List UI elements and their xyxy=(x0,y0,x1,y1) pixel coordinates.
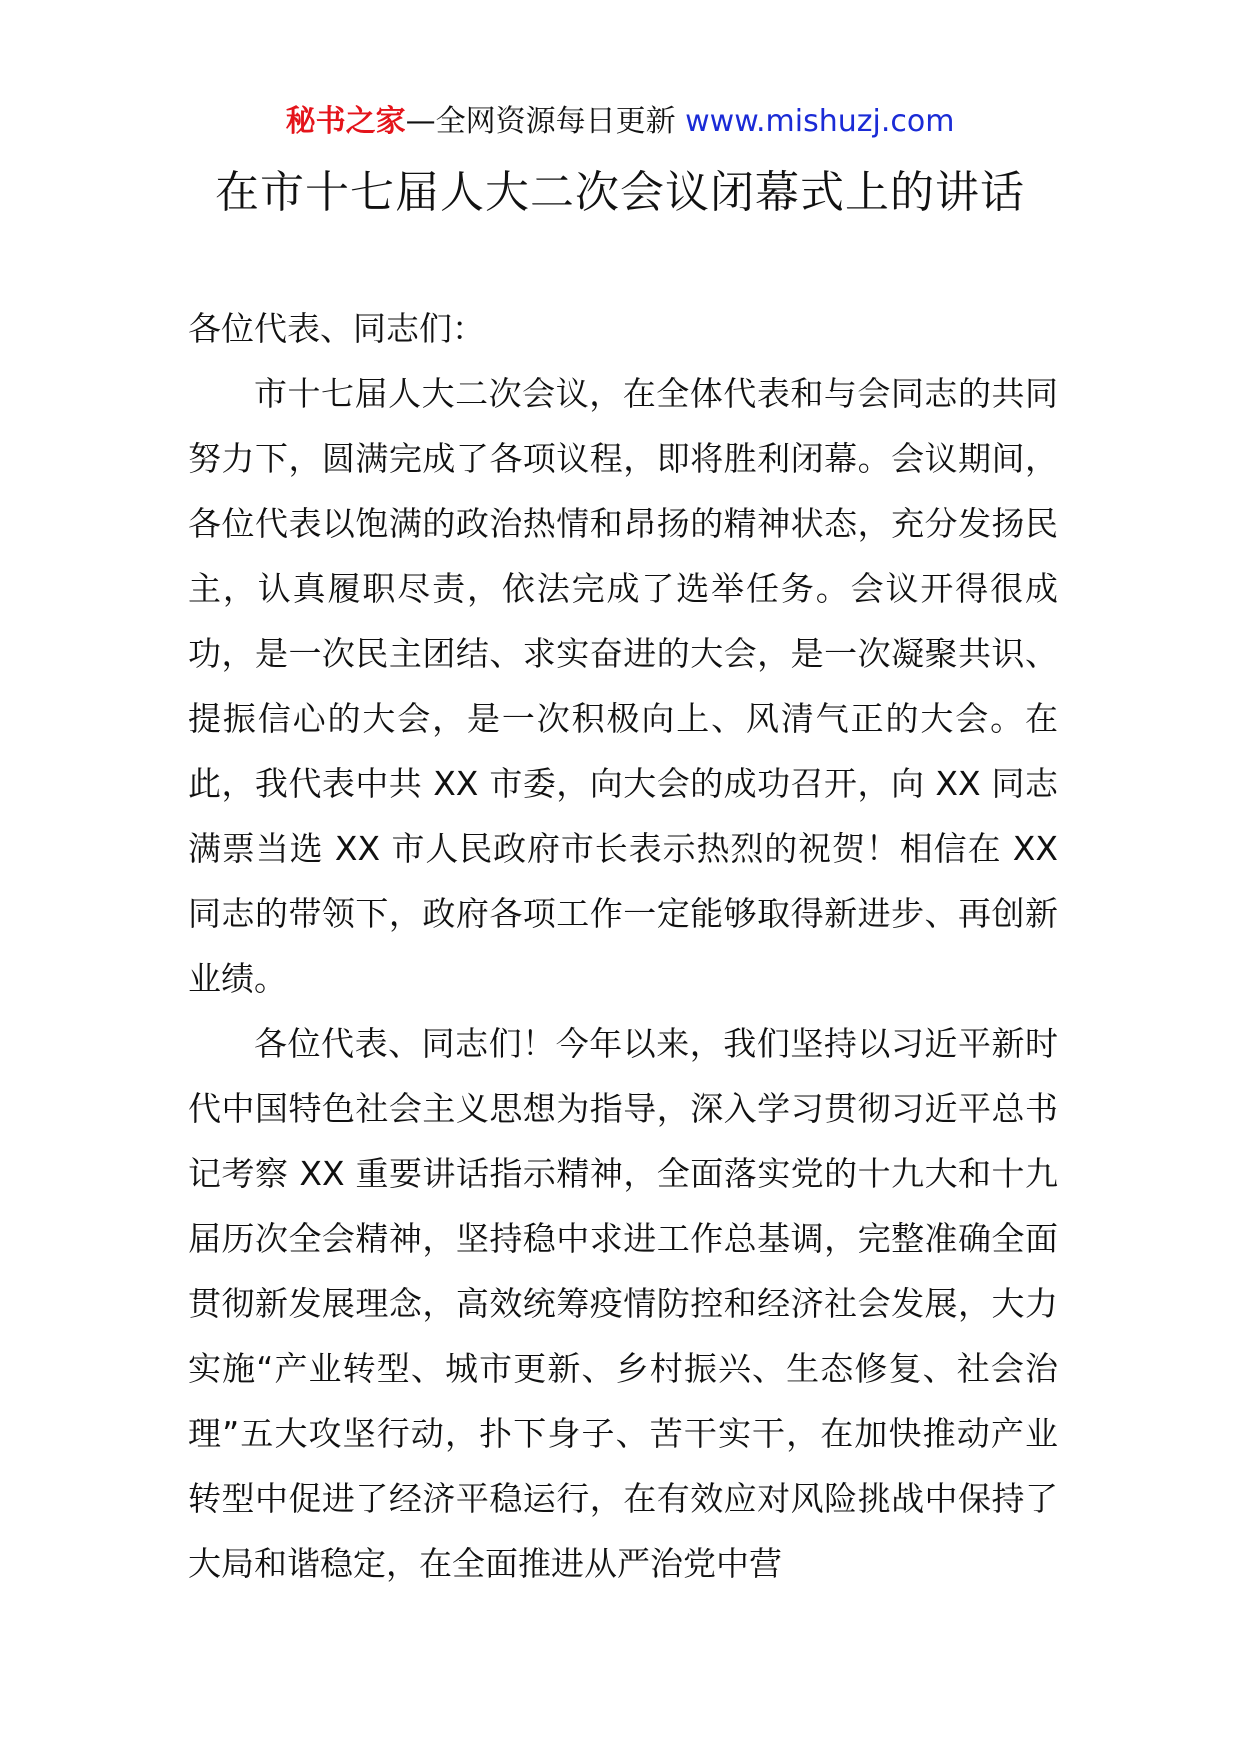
brand-name: 秘书之家 xyxy=(285,104,406,139)
paragraph: 各位代表、同志们！今年以来，我们坚持以习近平新时代中国特色社会主义思想为指导，深入学习贯彻习近平总书记考察 XX 重要讲话指示精神，全面落实党的十九大和十九届历次全会精神，坚持稳中求进工作总基调，完整准确全面贯彻新发展理念，高效统筹疫情防控和经济社会发展，大力实施“产业转型、城市更新、乡村振兴、生态修复、社会治理”五大攻坚行动，扑下身子、苦干实干，在加快推动产业转型中促进了经济平稳运行，在有效应对风险挑战中保持了大局和谐稳定，在全面推进从严治党中营 xyxy=(188,1024,1058,1583)
salutation: 各位代表、同志们： xyxy=(188,309,485,348)
header-slogan: —全网资源每日更新 xyxy=(405,104,676,139)
document-body xyxy=(188,296,1058,1596)
paragraph: 市十七届人大二次会议，在全体代表和与会同志的共同努力下，圆满完成了各项议程，即将胜利闭幕。会议期间，各位代表以饱满的政治热情和昂扬的精神状态，充分发扬民主，认真履职尽责，依法完成了选举任务。会议开得很成功，是一次民主团结、求实奋进的大会，是一次凝聚共识、提振信心的大会，是一次积极向上、风清气正的大会。在此，我代表中共 XX 市委，向大会的成功召开，向 XX 同志满票当选 XX 市人民政府市长表示热烈的祝贺！相信在 XX 同志的带领下，政府各项工作一定能够取得新进步、再创新业绩。 xyxy=(188,374,1058,998)
document-title: 在市十七届人大二次会议闭幕式上的讲话 xyxy=(215,167,1025,218)
site-header xyxy=(0,100,1240,144)
site-url-link[interactable]: www.mishuzj.com xyxy=(685,104,955,139)
